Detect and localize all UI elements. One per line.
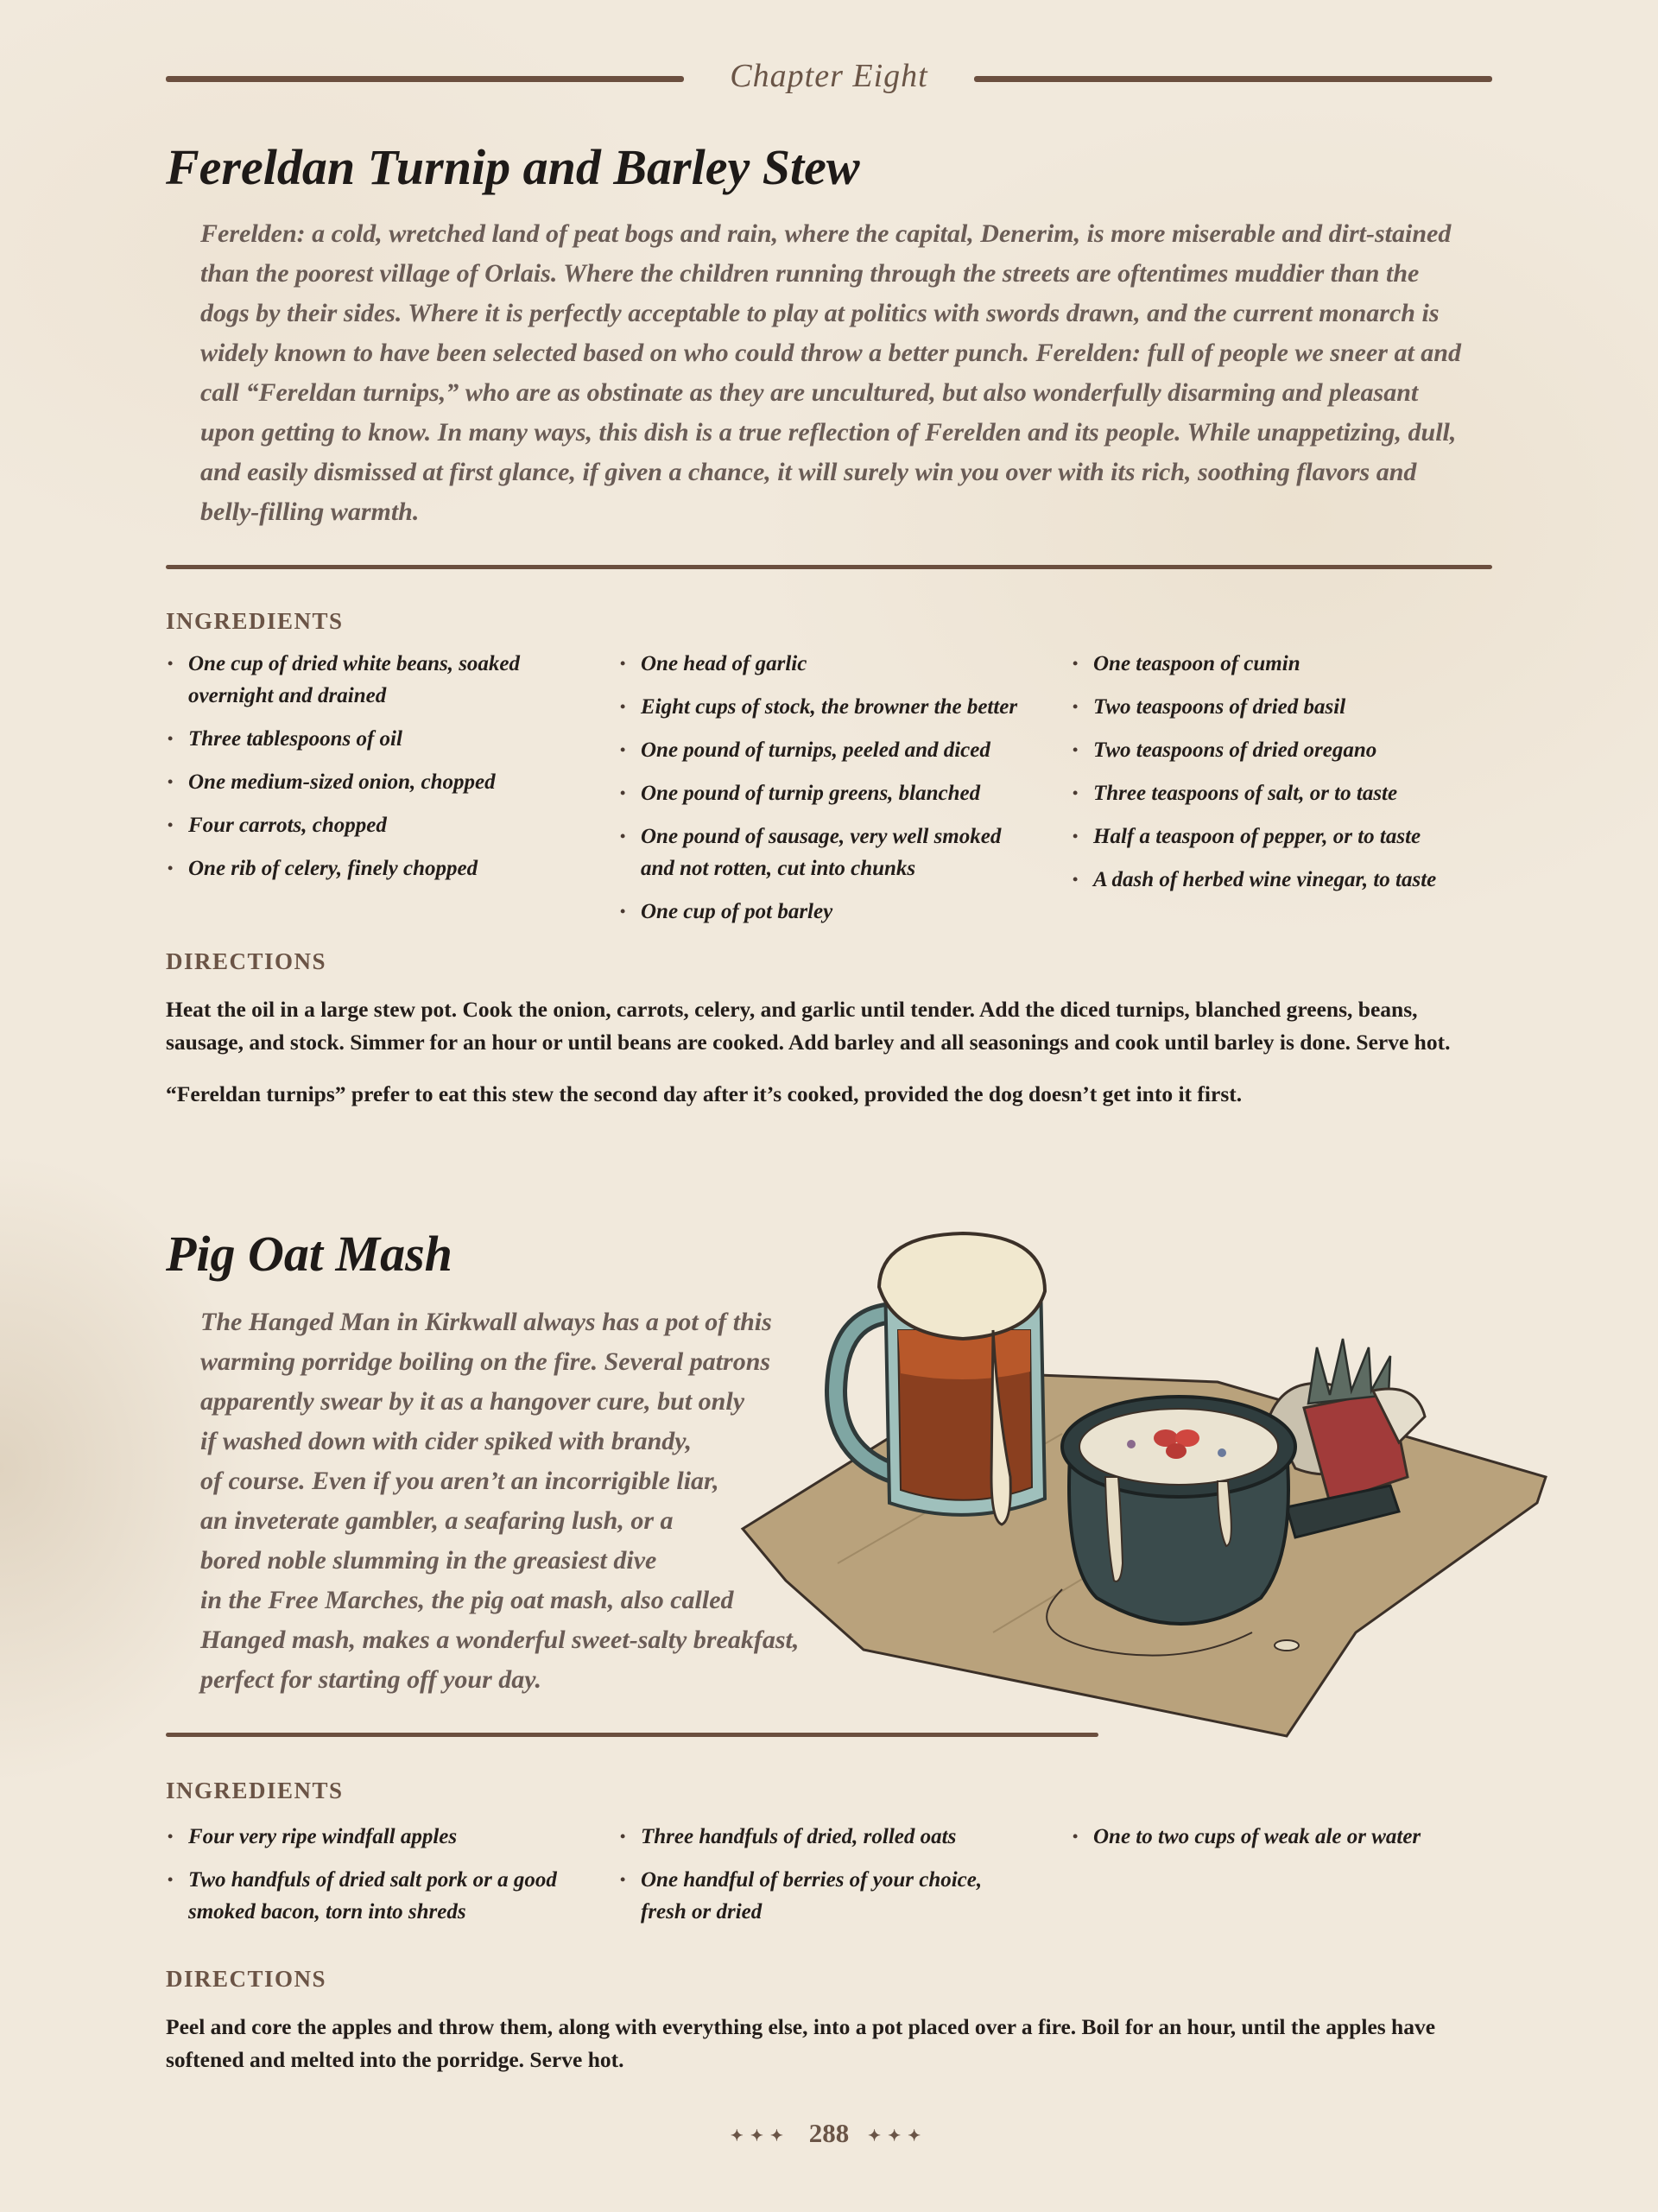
ingredient-item: • Four carrots, chopped bbox=[166, 809, 572, 841]
bullet-icon: • bbox=[168, 1871, 174, 1888]
ingredient-item: • Two teaspoons of dried basil bbox=[1071, 691, 1494, 723]
ingredient-item: • One medium-sized onion, chopped bbox=[166, 766, 572, 798]
bullet-icon: • bbox=[168, 1828, 174, 1845]
section-divider bbox=[166, 565, 1492, 569]
intro-line: belly-filling warmth. bbox=[200, 498, 420, 526]
ingredient-item: • One rib of celery, finely chopped bbox=[166, 852, 572, 884]
intro-line: widely known to have been selected based on who could throw a better punch. Ferelden: full of people we sneer at and bbox=[200, 339, 1461, 367]
intro-line: in the Free Marches, the pig oat mash, also called bbox=[200, 1586, 734, 1614]
bullet-icon: • bbox=[1073, 698, 1079, 715]
ingredients-column-3 bbox=[1071, 648, 1494, 907]
recipe-intro-stew bbox=[200, 214, 1513, 532]
ingredients-column-1 bbox=[166, 1821, 572, 1939]
ornament-dots-icon: ✦✦✦ bbox=[868, 2126, 928, 2145]
page-number bbox=[656, 2118, 1002, 2149]
ingredient-item: • Eight cups of stock, the browner the better bbox=[618, 691, 1050, 723]
intro-line: an inveterate gambler, a seafaring lush, or a bbox=[200, 1506, 674, 1535]
intro-line: apparently swear by it as a hangover cure, but only bbox=[200, 1387, 745, 1416]
intro-line: Ferelden: a cold, wretched land of peat bogs and rain, where the capital, Denerim, is more miserable and dirt-stained bbox=[200, 219, 1452, 248]
ingredient-item: • One cup of pot barley bbox=[618, 896, 1050, 928]
ingredient-item: • Two teaspoons of dried oregano bbox=[1071, 734, 1494, 766]
chapter-rule-right bbox=[974, 76, 1492, 82]
chapter-rule-left bbox=[166, 76, 684, 82]
recipe-title-stew: Fereldan Turnip and Barley Stew bbox=[166, 139, 860, 195]
directions-label: DIRECTIONS bbox=[166, 1966, 327, 1992]
ale-and-porridge-illustration bbox=[734, 1218, 1554, 1753]
intro-line: dogs by their sides. Where it is perfectly acceptable to play at politics with swords drawn, and the current monarch is bbox=[200, 299, 1440, 327]
ingredient-item: • One head of garlic bbox=[618, 648, 1050, 680]
bullet-icon: • bbox=[1073, 871, 1079, 888]
bullet-icon: • bbox=[620, 698, 626, 715]
ornament-dots-icon: ✦✦✦ bbox=[730, 2126, 790, 2145]
bullet-icon: • bbox=[620, 655, 626, 672]
page-number-label: 288 bbox=[808, 2118, 850, 2148]
bullet-icon: • bbox=[168, 773, 174, 790]
ingredient-item: • One pound of turnips, peeled and diced bbox=[618, 734, 1050, 766]
intro-line: The Hanged Man in Kirkwall always has a pot of this bbox=[200, 1308, 772, 1336]
section-divider bbox=[166, 1733, 1098, 1737]
intro-line: call “Fereldan turnips,” who are as obstinate as they are uncultured, but also wonderfully disarming and pleasant bbox=[200, 378, 1419, 407]
directions-label: DIRECTIONS bbox=[166, 948, 327, 974]
directions-text: Peel and core the apples and throw them, along with everything else, into a pot placed over a fire. Boil for an hour, until the apples have softened and melted into the porridge. Serve hot. bbox=[166, 2014, 1436, 2072]
intro-line: Hanged mash, makes a wonderful sweet-salty breakfast, bbox=[200, 1626, 800, 1654]
ingredient-item: • One cup of dried white beans, soaked overnight and drained bbox=[166, 648, 572, 712]
bullet-icon: • bbox=[1073, 1828, 1079, 1845]
bullet-icon: • bbox=[1073, 784, 1079, 802]
bullet-icon: • bbox=[620, 741, 626, 758]
intro-line: of course. Even if you aren’t an incorrigible liar, bbox=[200, 1467, 719, 1495]
ingredients-label: INGREDIENTS bbox=[166, 608, 344, 634]
directions-text: Heat the oil in a large stew pot. Cook the onion, carrots, celery, and garlic until tender. Add the diced turnips, blanched greens, beans, sausage, and stock. Simmer for an hour or until beans are cooked. Add barley and all seasonings and cook until barley is done. Serve hot. bbox=[166, 997, 1451, 1055]
bullet-icon: • bbox=[620, 1828, 626, 1845]
bullet-icon: • bbox=[620, 784, 626, 802]
ingredient-item: • One pound of sausage, very well smoked and not rotten, cut into chunks bbox=[618, 821, 1012, 884]
ingredients-column-2 bbox=[618, 648, 1050, 939]
ingredient-item: • One handful of berries of your choice, fresh or dried bbox=[618, 1864, 1021, 1928]
bullet-icon: • bbox=[620, 827, 626, 845]
recipe-title-mash: Pig Oat Mash bbox=[166, 1226, 452, 1282]
intro-line: perfect for starting off your day. bbox=[200, 1665, 541, 1694]
bullet-icon: • bbox=[168, 730, 174, 747]
bullet-icon: • bbox=[1073, 827, 1079, 845]
ingredients-column-1 bbox=[166, 648, 572, 896]
bullet-icon: • bbox=[168, 859, 174, 877]
ingredients-column-2 bbox=[618, 1821, 1016, 1939]
ingredient-item: • Half a teaspoon of pepper, or to taste bbox=[1071, 821, 1494, 852]
ingredient-item: • Three handfuls of dried, rolled oats bbox=[618, 1821, 1016, 1853]
ingredient-item: • Three tablespoons of oil bbox=[166, 723, 572, 755]
ingredient-item: • One pound of turnip greens, blanched bbox=[618, 777, 1050, 809]
intro-line: bored noble slumming in the greasiest dive bbox=[200, 1546, 657, 1575]
bullet-icon: • bbox=[168, 816, 174, 833]
intro-line: than the poorest village of Orlais. Where the children running through the streets are oftentimes muddier than the bbox=[200, 259, 1420, 288]
directions-note: “Fereldan turnips” prefer to eat this stew the second day after it’s cooked, provided the dog doesn’t get into it first. bbox=[166, 1081, 1243, 1106]
bullet-icon: • bbox=[620, 903, 626, 920]
ingredient-item: • A dash of herbed wine vinegar, to taste bbox=[1071, 864, 1494, 896]
ingredient-item: • Three teaspoons of salt, or to taste bbox=[1071, 777, 1494, 809]
chapter-label: Chapter Eight bbox=[730, 58, 928, 94]
ingredient-item: • Four very ripe windfall apples bbox=[166, 1821, 572, 1853]
ingredients-label: INGREDIENTS bbox=[166, 1778, 344, 1803]
ingredients-column-3 bbox=[1071, 1821, 1494, 1864]
ingredient-item: • One teaspoon of cumin bbox=[1071, 648, 1494, 680]
intro-line: if washed down with cider spiked with brandy, bbox=[200, 1427, 692, 1455]
bullet-icon: • bbox=[168, 655, 174, 672]
bullet-icon: • bbox=[1073, 655, 1079, 672]
intro-line: upon getting to know. In many ways, this dish is a true reflection of Ferelden and its people. While unappetizing, dull, bbox=[200, 418, 1457, 447]
intro-line: and easily dismissed at first glance, if given a chance, it will surely win you over with its rich, soothing flavors and bbox=[200, 458, 1417, 486]
bullet-icon: • bbox=[620, 1871, 626, 1888]
ingredient-item: • One to two cups of weak ale or water bbox=[1071, 1821, 1494, 1853]
ingredient-item: • Two handfuls of dried salt pork or a good smoked bacon, torn into shreds bbox=[166, 1864, 585, 1928]
intro-line: warming porridge boiling on the fire. Several patrons bbox=[200, 1347, 771, 1376]
bullet-icon: • bbox=[1073, 741, 1079, 758]
